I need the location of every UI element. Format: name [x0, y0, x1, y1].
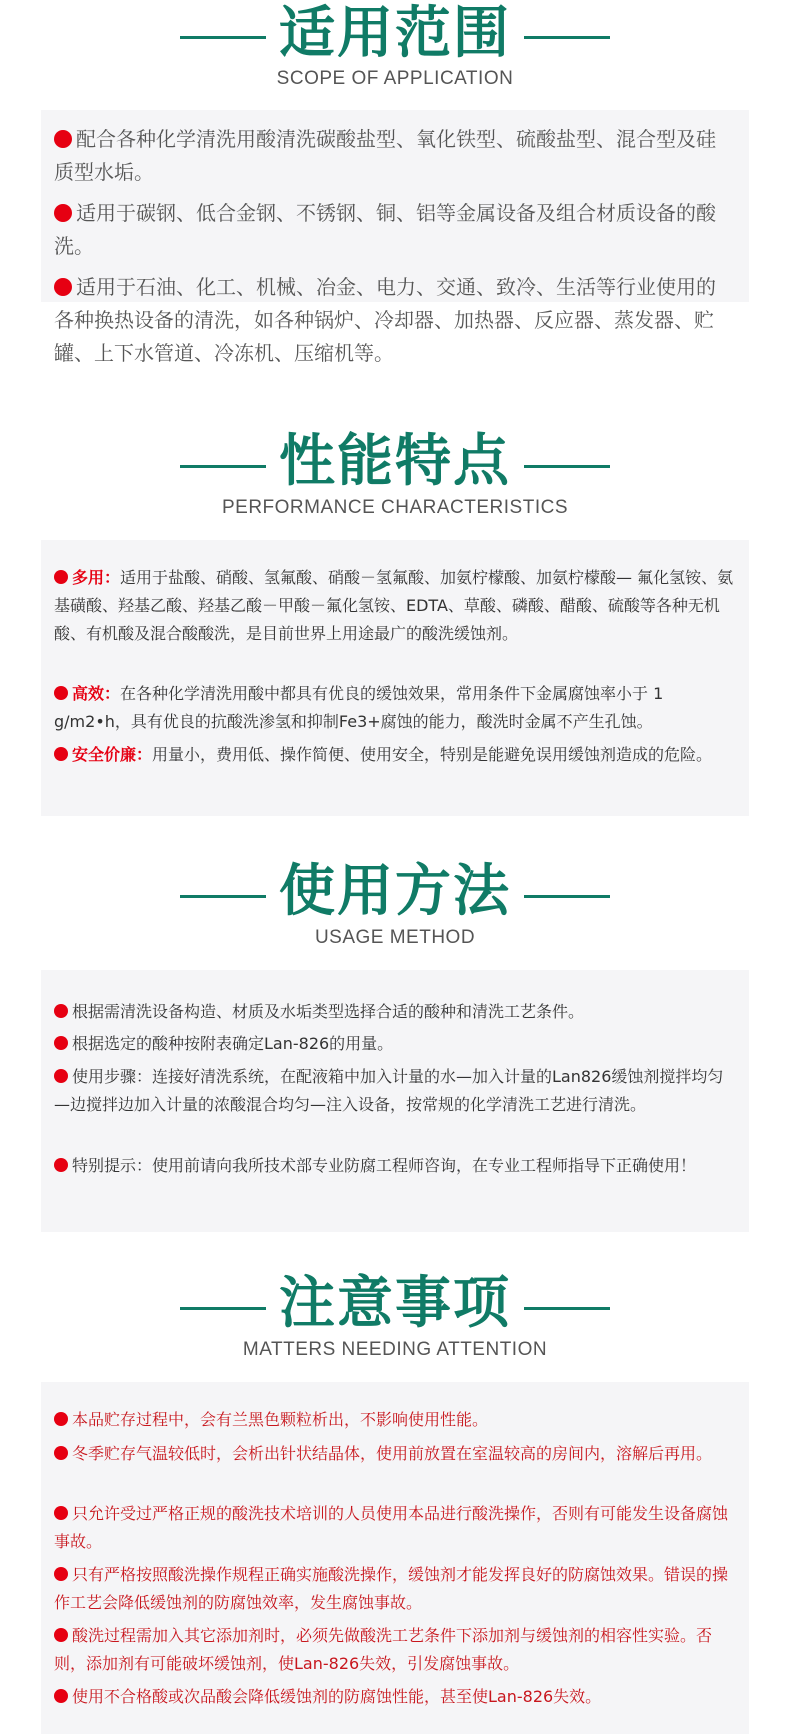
bullet-dot-icon: [54, 1158, 68, 1172]
bullet-dot-icon: [54, 130, 72, 148]
item-text: 适用于盐酸、硝酸、氢氟酸、硝酸－氢氟酸、加氨柠檬酸、加氨柠檬酸— 氟化氢铵、氨基磺酸、羟基乙酸、羟基乙酸－甲酸－氟化氢铵、EDTA、草酸、磷酸、醋酸、硫酸等各种无机酸、有机酸及混合酸酸洗，是目前世界上用途最广的酸洗缓蚀剂。: [54, 568, 734, 643]
list-item: [54, 1622, 734, 1678]
list-item: [54, 123, 734, 189]
item-text: 适用于碳钢、低合金钢、不锈钢、铜、铝等金属设备及组合材质设备的酸洗。: [54, 201, 716, 258]
bullet-dot-icon: [54, 1004, 68, 1018]
list-item: [54, 564, 734, 648]
bullet-dot-icon: [54, 1506, 68, 1520]
bullet-dot-icon: [54, 686, 68, 700]
list-item: [54, 998, 734, 1026]
list-item: [54, 1500, 734, 1556]
bullet-dot-icon: [54, 1036, 68, 1050]
item-text: 特别提示：使用前请向我所技术部专业防腐工程师咨询，在专业工程师指导下正确使用！: [72, 1156, 697, 1175]
section-subtitle: SCOPE OF APPLICATION: [276, 68, 514, 89]
bullet-dot-icon: [54, 1689, 68, 1703]
item-text: 适用于石油、化工、机械、冶金、电力、交通、致冷、生活等行业使用的各种换热设备的清洗，如各种锅炉、冷却器、加热器、反应器、蒸发器、贮罐、上下水管道、冷冻机、压缩机等。: [54, 275, 716, 365]
section-title: 使用方法: [279, 859, 511, 924]
section-subtitle: PERFORMANCE CHARACTERISTICS: [221, 497, 569, 518]
bullet-dot-icon: [54, 278, 72, 296]
item-text: 只允许受过严格正规的酸洗技术培训的人员使用本品进行酸洗操作，否则有可能发生设备腐蚀事故。: [54, 1504, 729, 1551]
list-item: [54, 197, 734, 263]
list-item: [54, 1561, 734, 1617]
item-text: 本品贮存过程中，会有兰黑色颗粒析出，不影响使用性能。: [72, 1410, 489, 1429]
section-subtitle: MATTERS NEEDING ATTENTION: [242, 1339, 548, 1360]
bullet-dot-icon: [54, 204, 72, 222]
item-label: 高效：: [72, 684, 121, 703]
bullet-dot-icon: [54, 1567, 68, 1581]
list-item: [54, 271, 734, 370]
bullet-dot-icon: [54, 747, 68, 761]
item-text: 冬季贮存气温较低时，会析出针状结晶体，使用前放置在室温较高的房间内，溶解后再用。: [72, 1444, 713, 1463]
item-text: 使用不合格酸或次品酸会降低缓蚀剂的防腐蚀性能，甚至使Lan-826失效。: [72, 1687, 602, 1706]
section-title: 注意事项: [279, 1271, 511, 1336]
bullet-dot-icon: [54, 1412, 68, 1426]
list-item: [54, 680, 734, 736]
item-text: 根据选定的酸种按附表确定Lan-826的用量。: [72, 1034, 394, 1053]
list-item: [54, 1406, 734, 1434]
list-item: [54, 1152, 734, 1180]
item-text: 使用步骤：连接好清洗系统，在配液箱中加入计量的水—加入计量的Lan826缓蚀剂搅拌均匀—边搅拌边加入计量的浓酸混合均匀—注入设备，按常规的化学清洗工艺进行清洗。: [54, 1067, 724, 1114]
list-item: [54, 1030, 734, 1058]
list-item: [54, 1440, 734, 1468]
list-item: [54, 1683, 734, 1711]
item-text: 酸洗过程需加入其它添加剂时，必须先做酸洗工艺条件下添加剂与缓蚀剂的相容性实验。否则，添加剂有可能破坏缓蚀剂，使Lan-826失效，引发腐蚀事故。: [54, 1626, 713, 1673]
section-title: 性能特点: [279, 429, 511, 494]
bullet-dot-icon: [54, 1446, 68, 1460]
item-text: 只有严格按照酸洗操作规程正确实施酸洗操作，缓蚀剂才能发挥良好的防腐蚀效果。错误的操作工艺会降低缓蚀剂的防腐蚀效率，发生腐蚀事故。: [54, 1565, 729, 1612]
item-label: 多用：: [72, 568, 121, 587]
item-label: 安全价廉：: [72, 745, 153, 764]
bullet-dot-icon: [54, 1069, 68, 1083]
list-item: [54, 1063, 734, 1119]
item-text: 在各种化学清洗用酸中都具有优良的缓蚀效果，常用条件下金属腐蚀率小于 1 g/m2•h，具有优良的抗酸洗渗氢和抑制Fe3+腐蚀的能力，酸洗时金属不产生孔蚀。: [54, 684, 664, 731]
list-item: [54, 741, 734, 769]
section-title: 适用范围: [279, 1, 511, 66]
bullet-dot-icon: [54, 1628, 68, 1642]
item-text: 用量小，费用低、操作简便、使用安全，特别是能避免误用缓蚀剂造成的危险。: [152, 745, 713, 764]
bullet-dot-icon: [54, 570, 68, 584]
item-text: 根据需清洗设备构造、材质及水垢类型选择合适的酸种和清洗工艺条件。: [72, 1002, 585, 1021]
content-panel: [41, 1382, 749, 1734]
item-text: 配合各种化学清洗用酸清洗碳酸盐型、氧化铁型、硫酸盐型、混合型及硅质型水垢。: [54, 127, 716, 184]
section-subtitle: USAGE METHOD: [314, 927, 476, 948]
